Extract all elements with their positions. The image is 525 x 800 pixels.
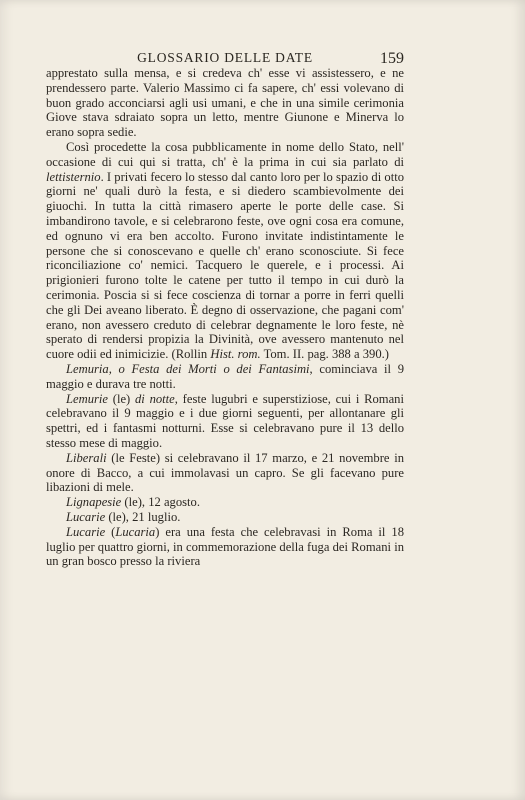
entry-text: (le), 12 agosto. bbox=[121, 495, 200, 510]
entry-italic-text: Lucaria bbox=[115, 524, 156, 539]
entry-text: (le) bbox=[107, 391, 135, 406]
entry-text: , feste lugubri e superstiziose, cui i Romani celebravano il 9 maggio e i due giorni seguenti, per allontanare gli spettri, ed i fantasmi notturni. Esse si celebravano pure il 13 dello stesso mese di maggio. bbox=[46, 391, 404, 450]
entry-text: ( bbox=[105, 524, 116, 539]
glossary-entry-lemuria bbox=[46, 362, 404, 392]
entry-headword: Lucarie bbox=[66, 524, 106, 539]
entry-text: , cominciava il 9 maggio e durava tre notti. bbox=[46, 361, 405, 391]
entry-headword: Lucarie bbox=[66, 509, 106, 524]
text-span: . I privati fecero lo stesso dal canto loro per lo spazio di otto giorni ne' quali durò la festa, e si diedero scambievolmente dei giuochi. In tutta la città rimasero aperte le porte delle case. Si imbandirono tavole, e si celebrarono feste, ove ogni cosa era comune, ed ognuno vi era ben accolto. Furono invitate indistintamente le persone che si conoscevano e quelle ch' erano sconosciute. Si fece riconciliazione co' nemici. Tacquero le querele, e i processi. Ai prigionieri furono tolte le catene per tutto il tempo in cui durò la cerimonia. Poscia si si fece coscienza di tornar a porre in ferri quelli che gli Dei aveano liberato. È degno di osservazione, che pagani com' erano, non avessero creduto di celebrar degnamente le loro feste, nè sperato di rendersi propizia la Divinità, ove avessero mantenuto nel cuore odii ed inimicizie. (Rollin bbox=[46, 169, 404, 362]
entry-text: ) era una festa che celebravasi in Roma il 18 luglio per quattro giorni, in commemorazione della fuga dei Romani in un gran bosco presso la riviera bbox=[46, 524, 404, 569]
entry-headword: Lemuria bbox=[66, 361, 109, 376]
glossary-entry-liberali bbox=[46, 451, 404, 495]
glossary-entry-lucarie bbox=[46, 510, 404, 525]
italic-term: lettisternio bbox=[46, 169, 101, 184]
entry-headword: Liberali bbox=[66, 450, 107, 465]
entry-italic-text: , o Festa dei Morti o dei Fantasimi bbox=[108, 361, 310, 376]
glossary-entry-lucarie-lucaria bbox=[46, 525, 404, 569]
entry-italic-text: di notte bbox=[135, 391, 175, 406]
page-number: 159 bbox=[380, 50, 404, 67]
entry-text: (le), 21 luglio. bbox=[105, 509, 181, 524]
text-span: Tom. II. pag. 388 a 390.) bbox=[260, 347, 389, 362]
paragraph-lettisternio bbox=[46, 140, 404, 362]
text-span: Così procedette la cosa pubblicamente in nome dello Stato, nell' occasione di cui qui si tratta, ch' è la prima in cui sia parlato di bbox=[46, 139, 404, 169]
body-text bbox=[46, 66, 404, 569]
running-title: GLOSSARIO DELLE DATE bbox=[137, 50, 313, 65]
italic-citation: Hist. rom. bbox=[210, 347, 261, 362]
glossary-entry-lemurie bbox=[46, 392, 404, 451]
entry-headword: Lignapesie bbox=[66, 495, 122, 510]
entry-headword: Lemurie bbox=[66, 391, 108, 406]
paragraph-continuation: apprestato sulla mensa, e si credeva ch' esse vi assistessero, e ne prendessero parte. Valerio Massimo ci fa sapere, ch' essi volevano di buon grado acconciarsi agli usi umani, e che in una simile cerimonia Giove stava sdraiato sopra un letto, mentre Giunone e Minerva lo erano sopra sedie. bbox=[46, 66, 404, 140]
glossary-entry-lignapesie bbox=[46, 495, 404, 510]
entry-text: (le Feste) si celebravano il 17 marzo, e 21 novembre in onore di Bacco, a cui immolavasi un capro. Se gli facevano pure libazioni di mele. bbox=[46, 450, 404, 495]
